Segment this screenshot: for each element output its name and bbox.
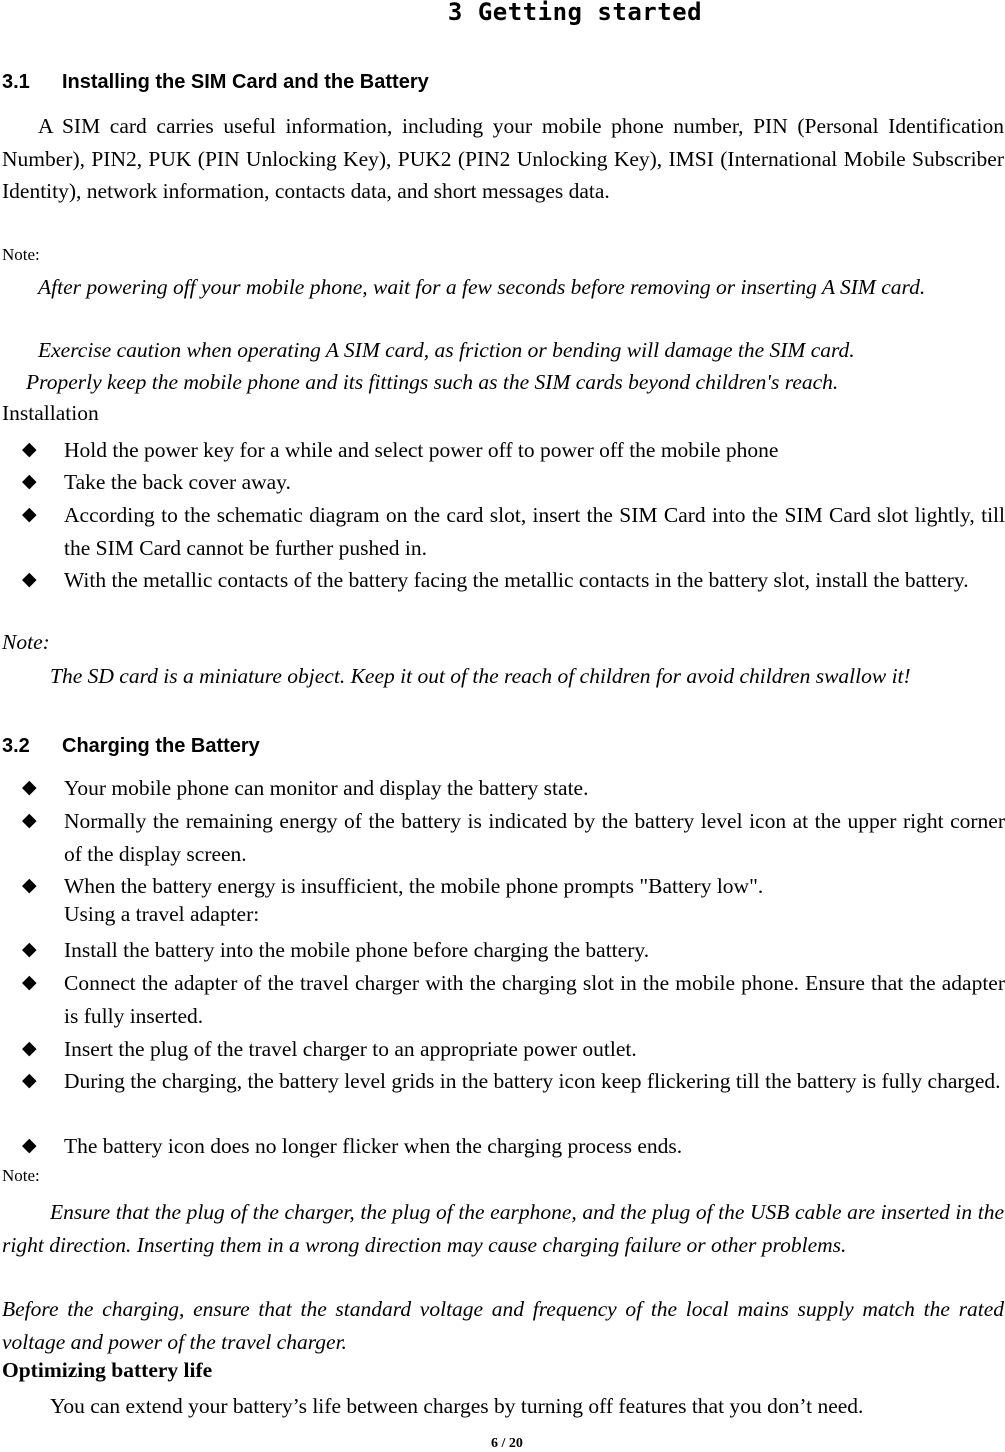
diamond-bullet-icon: ◆ (22, 939, 37, 960)
diamond-bullet-icon: ◆ (22, 1038, 37, 1059)
diamond-bullet-icon: ◆ (22, 504, 37, 525)
list-item: ◆ Insert the plug of the travel charger to an appropriate power outlet. (22, 1033, 1005, 1066)
note-label-2: Note: (2, 630, 50, 654)
charger-plug-note: Ensure that the plug of the charger, the plug of the earphone, and the plug of the USB cable are inserted in the right direction. Inserting them in a wrong direction may cause charging failure or other problems. (2, 1200, 1004, 1257)
list-item: ◆ Hold the power key for a while and select power off to power off the mobile phone (22, 434, 1005, 467)
page-number: 6 / 20 (491, 1436, 523, 1451)
sd-card-note: The SD card is a miniature object. Keep it out of the reach of children for avoid children swallow it! (50, 664, 911, 688)
sim-intro-paragraph: A SIM card carries useful information, including your mobile phone number, PIN (Personal Identification Number), PIN2, PUK (PIN Unlocking Key), PUK2 (PIN2 Unlocking Key), IMSI (International Mobile Subscriber Identity), network information, contacts data, and short messages data. (2, 114, 1004, 203)
installation-label: Installation (2, 401, 99, 425)
section-heading-3-1 (2, 71, 429, 94)
list-item: ◆ Connect the adapter of the travel charger with the charging slot in the mobile phone. Ensure that the adapter is fully inserted. (22, 967, 1005, 1032)
diamond-bullet-icon: ◆ (22, 569, 37, 590)
note-caution: Exercise caution when operating A SIM card, as friction or bending will damage the SIM card. (38, 338, 855, 362)
diamond-bullet-icon: ◆ (22, 439, 37, 460)
diamond-bullet-icon: ◆ (22, 1070, 37, 1091)
optimizing-heading: Optimizing battery life (2, 1358, 213, 1382)
travel-adapter-label: Using a travel adapter: (64, 902, 260, 926)
list-item: ◆ Normally the remaining energy of the battery is indicated by the battery level icon at the upper right corner of the display screen. (22, 805, 1005, 870)
list-item: ◆ Your mobile phone can monitor and display the battery state. (22, 772, 1005, 805)
note-label-3: Note: (2, 1166, 40, 1185)
list-item: ◆ According to the schematic diagram on the card slot, insert the SIM Card into the SIM Card slot lightly, till the SIM Card cannot be further pushed in. (22, 499, 1005, 564)
diamond-bullet-icon: ◆ (22, 810, 37, 831)
note-power-off: After powering off your mobile phone, wait for a few seconds before removing or inserting A SIM card. (38, 275, 926, 299)
list-item: ◆ Take the back cover away. (22, 466, 1005, 499)
note-children: Properly keep the mobile phone and its fittings such as the SIM cards beyond children's reach. (26, 370, 839, 394)
note-label: Note: (2, 245, 40, 264)
voltage-note: Before the charging, ensure that the standard voltage and frequency of the local mains supply match the rated voltage and power of the travel charger. (2, 1297, 1004, 1354)
diamond-bullet-icon: ◆ (22, 777, 37, 798)
section-number: 3.2 (2, 735, 30, 757)
list-item: ◆ When the battery energy is insufficient, the mobile phone prompts "Battery low". (22, 870, 1005, 903)
diamond-bullet-icon: ◆ (22, 875, 37, 896)
diamond-bullet-icon: ◆ (22, 972, 37, 993)
optimizing-paragraph: You can extend your battery’s life between charges by turning off features that you don’t need. (50, 1394, 864, 1418)
section-heading-3-2 (2, 735, 260, 758)
list-item: ◆ The battery icon does no longer flicker when the charging process ends. (22, 1130, 1005, 1163)
section-number: 3.1 (2, 71, 30, 93)
list-item: ◆ With the metallic contacts of the battery facing the metallic contacts in the battery slot, install the battery. (22, 564, 1005, 597)
list-item: ◆ Install the battery into the mobile phone before charging the battery. (22, 934, 1005, 967)
list-item: ◆ During the charging, the battery level grids in the battery icon keep flickering till the battery is fully charged. (22, 1065, 1005, 1098)
chapter-title: 3 Getting started (447, 0, 703, 26)
diamond-bullet-icon: ◆ (22, 1135, 37, 1156)
section-title: Installing the SIM Card and the Battery (62, 71, 429, 93)
section-title: Charging the Battery (62, 735, 260, 757)
diamond-bullet-icon: ◆ (22, 471, 37, 492)
